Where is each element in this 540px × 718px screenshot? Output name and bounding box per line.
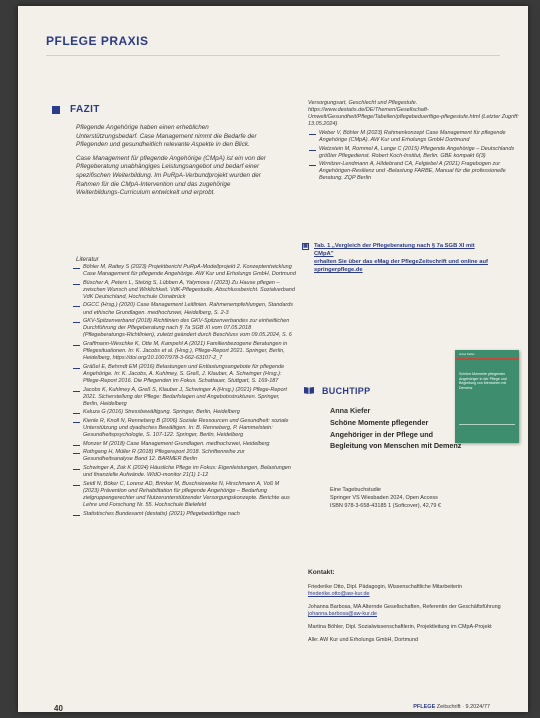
contact-person <box>308 624 518 632</box>
contact-person <box>308 604 518 619</box>
right-references <box>308 100 520 184</box>
header-rule <box>46 55 500 56</box>
table-icon: ▦ <box>303 243 308 249</box>
buchtipp-book-title: Schöne Momente pflegender Angehöriger in der Pflege und Begleitung von Menschen mit Demenz <box>330 418 462 451</box>
literature-list <box>72 264 296 519</box>
book-cover-title: Schöne Momente pflegender Angehöriger in der Pflege und Begleitung von Menschen mit Demenz <box>459 372 507 390</box>
literature-item: Rothgang H, Müller R (2018) Pflegereport 2018. Schriftenreihe zur Gesundheitsanalyse Band 12. BARMER Berlin <box>72 449 296 463</box>
footer-journal <box>413 704 490 710</box>
fazit-paragraph: Case Management für pflegende Angehörige (CMpA) ist ein von der Pflegeberatung unabhängiges Leistungsangebot und bedarf einer spezifischen Weiterbildung. Im PuRpA-Verbundprojekt wurden der Rahmen für die CMpA-Intervention und das zugehörige Weiterbildungs-Curriculum entwickelt und erprobt. <box>76 154 266 197</box>
buchtipp-subtitle: Eine Tagebuchstudie <box>330 487 381 493</box>
literature-item: Statistisches Bundesamt (destatis) (2021) Pflegebedürftige nach <box>72 511 296 518</box>
fazit-paragraph: Pflegende Angehörige haben einen erheblichen Unterstützungsbedarf. Case Management nimmt die Bedarfe der Pflegenden und gesundheitlich relevante Aspekte in den Blick. <box>76 124 257 149</box>
reference-item: Wirnitzer-Lendmann A, Hildebrand CA, Felgiebel A (2021) Fragebogen zur Angehörigen-Resilienz und -Belastung FARBE, Manual für die professionelle Beratung. ZQP Berlin <box>308 161 520 182</box>
book-cover-author: Anna Kiefer <box>459 352 475 356</box>
table-link-line[interactable]: erhalten Sie über das eMag der PflegeZeitschrift und online auf <box>314 259 488 265</box>
contact-name: Martina Böhler, Dipl. Sozialwissenschaftlerin, Projektleitung im CMpA-Projekt <box>308 623 492 630</box>
buchtipp-meta <box>330 486 490 510</box>
literature-item: Gräßel E, Behrndt EM (2016) Belastungen und Entlastungsangebote für pflegende Angehörige. In: K. Jacobs, A. Kuhlmey, S. Greß, J. Klauber, A. Schwinger (Hrsg.): Pflege-Report 2016. Die Pflegenden im Fokus. Schattauer, Stuttgart, S. 169-187 <box>72 364 296 385</box>
reference-list <box>308 100 520 183</box>
literature-item: Schwinger A, Zok K (2024) Häusliche Pflege im Fokus: Eigenleistungen, Belastungen und finanzielle Aufwände. WIdO-monitor 21(1) 1-12 <box>72 465 296 479</box>
reference-item: Wetzstein M, Rommel A, Lange C (2015) Pflegende Angehörige – Deutschlands größter Pflegedienst. Robert Koch-Institut, Berlin. GBE kompakt 6(3) <box>308 146 520 160</box>
contact-affiliation: Alle: AW Kur und Erholungs GmbH, Dortmund <box>308 636 419 643</box>
contact-email-link[interactable]: friederike.otto@aw-kur.de <box>308 591 370 598</box>
literature-item: DGCC (Hrsg.) (2020) Case Management Leitlinien. Rahmenempfehlungen, Standards und ethische Grundlagen. medhochzwei, Heidelberg, S. 2-3 <box>72 302 296 316</box>
book-cover-strip <box>455 358 519 360</box>
literature-item: Monzer M (2018) Case Management Grundlagen. medhochzwei, Heidelberg <box>72 441 296 448</box>
literature-item: Kienle R, Knoll N, Renneberg B (2006) Soziale Ressourcen und Gesundheit: soziale Unterstützung und dyadisches Bewältigen. In: B. Renneberg, P. Hammelstein: Gesundheitspsychologie, S. 107-122. Springer, Berlin, Heidelberg <box>72 418 296 439</box>
buchtipp-isbn: ISBN 978-3-658-43185 1 (Softcover), 42,79 € <box>330 503 441 509</box>
literature-item: Kaluza G (2016) Stressbewältigung. Springer, Berlin, Heidelberg <box>72 409 296 416</box>
fazit-title: FAZIT <box>70 104 100 115</box>
contact-block <box>308 569 518 644</box>
literature-item: Büscher A, Peters L, Stelzig S, Lübben A, Yalymova I (2023) Zu Hause pflegen – zwischen Wunsch und Wirklichkeit. VdK-Pflegestudie, Abschlussbericht. Sozialverband VdK Deutschland, Hochschule Osnabrück <box>72 280 296 301</box>
contact-email-link[interactable]: johanna.barbosa@aw-kur.de <box>308 611 378 618</box>
buchtipp-author: Anna Kiefer <box>330 406 371 415</box>
fazit-marker <box>52 106 60 114</box>
buchtipp-title: BUCHTIPP <box>322 386 371 396</box>
footer-journal-issue: Zeitschrift · 9.2024/77 <box>436 704 490 710</box>
magazine-page <box>18 6 528 712</box>
table-link-url[interactable]: springerpflege.de <box>314 267 363 273</box>
fazit-text <box>76 124 270 203</box>
literature-heading: Literatur <box>76 256 99 263</box>
contact-person <box>308 584 518 599</box>
contact-name: Friederike Otto, Dipl. Pädagogin, Wissenschaftliche Mitarbeiterin <box>308 583 462 590</box>
table-link-text <box>314 242 492 274</box>
contact-heading: Kontakt: <box>308 569 335 576</box>
literature-item: Seidl N, Böker C, Lorenz AD, Brinker M, Buschsieweke N, Hirschmann A, Voß M (2023) Prävention und Rehabilitation für pflegende Angehörige – Bedarfung zielgruppengerechter und Nutzerunterstützender Versorgungskonzepte. Berichte aus Lehre und Forschung Nr. 55. Hochschule Bielefeld <box>72 481 296 509</box>
book-icon <box>304 386 314 394</box>
literature-item: GKV-Spitzenverband (2018) Richtlinien des GKV-Spitzenverbandes zur einheitlichen Durchführung der Pflegeberatung nach § 7a SGB XI vom 07.05.2018 (Pflegeberatungs-Richtlinien), zuletzt geändert durch Beschluss vom 09.05.2024, S. 6 <box>72 318 296 339</box>
table-link-box[interactable] <box>302 242 492 274</box>
reference-continuation: Versorgungsart, Geschlecht und Pflegestufe. https://www.destatis.de/DE/Themen/Gesellschaft-Umwelt/Gesundheit/Pflege/Tabellen/pflegebeduerftige-pflegestufe.html (Letzter Zugriff: 13.05.2024) <box>308 100 519 128</box>
literature-item: Jacobs K, Kuhlmey A, Greß S, Klauber J, Schwinger A (Hrsg.) (2021) Pflege-Report 2021. Sicherstellung der Pflege: Bedarfslagen und Angebotsstrukturen. Springer, Berlin, Heidelberg <box>72 387 296 408</box>
literature-item: Graffmann-Weschke K, Otte M, Kampehl A (2021) Familienbezogene Beratungen in Pflegesituationen. In: K. Jacobs et al. (Hrsg.), Pflege-Report 2021. Springer, Berlin, Heidelberg, https://doi.org/10.1007/978-3-662-63107-2_7 <box>72 341 296 362</box>
reference-item: Weber V, Böhler M (2023) Rahmenkonzept Case Management für pflegende Angehörige (CMpA). AW Kur und Erholungs GmbH Dortmund <box>308 130 520 144</box>
page-number: 40 <box>54 704 63 713</box>
buchtipp-publisher: Springer VS Wiesbaden 2024, Open Access <box>330 495 438 501</box>
literature-item: Böhler M, Rattey S (2023) Projektbericht PuRpA-Modellprojekt 2. Konzeptentwicklung Case Management für pflegende Angehörige. AW Kur und Erholungs GmbH, Dortmund <box>72 264 296 278</box>
contact-name: Johanna Barbosa, MA Alternde Gesellschaften, Referentin der Geschäftsführung <box>308 603 501 610</box>
page-header-title: PFLEGE PRAXIS <box>46 34 149 48</box>
footer-journal-name: PFLEGE <box>413 704 436 710</box>
table-link-line[interactable]: Tab. 1 „Vergleich der Pflegeberatung nach § 7a SGB XI mit CMpA" <box>314 243 475 257</box>
